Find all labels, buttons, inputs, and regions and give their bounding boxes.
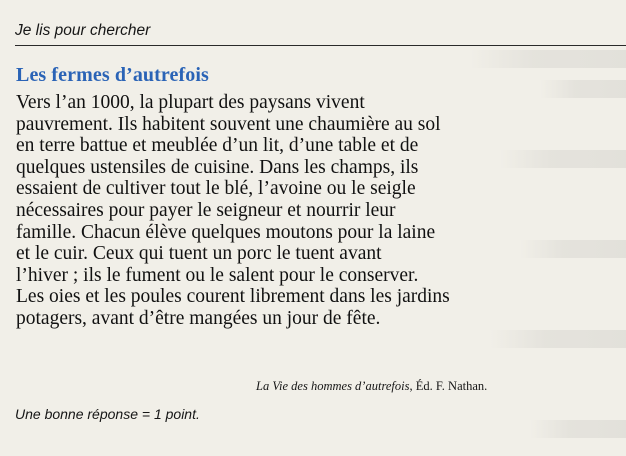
text-line: en terre battue et meublée d’un lit, d’une table et de — [16, 135, 419, 157]
text-line: essaient de cultiver tout le blé, l’avoine ou le seigle — [16, 178, 416, 200]
text-line: famille. Chacun élève quelques moutons pour la laine — [16, 221, 436, 243]
source-publisher: , Éd. F. Nathan. — [409, 379, 488, 393]
text-line: Vers l’an 1000, la plupart des paysans vivent — [16, 92, 365, 113]
bleed-through-line — [490, 330, 626, 348]
text-line: l’hiver ; ils le fument ou le salent pour le conserver. — [16, 264, 419, 286]
section-header: Je lis pour chercher — [15, 22, 151, 39]
text-line: et le cuir. Ceux qui tuent un porc le tuent avant — [16, 243, 382, 265]
source-title: La Vie des hommes d’autrefois — [256, 379, 410, 393]
text-line: potagers, avant d’être mangées un jour de fête. — [16, 307, 381, 329]
article-title: Les fermes d’autrefois — [16, 64, 209, 86]
bleed-through-line — [470, 50, 626, 68]
bleed-through-line — [530, 420, 626, 438]
source-citation — [256, 379, 487, 394]
text-line: quelques ustensiles de cuisine. Dans les champs, ils — [16, 156, 419, 178]
score-note: Une bonne réponse = 1 point. — [15, 406, 200, 422]
text-line: pauvrement. Ils habitent souvent une chaumière au sol — [16, 113, 441, 135]
article-body — [16, 92, 616, 330]
text-line: nécessaires pour payer le seigneur et nourrir leur — [16, 199, 396, 221]
text-line: Les oies et les poules courent librement dans les jardins — [16, 286, 450, 308]
header-divider — [15, 45, 626, 46]
